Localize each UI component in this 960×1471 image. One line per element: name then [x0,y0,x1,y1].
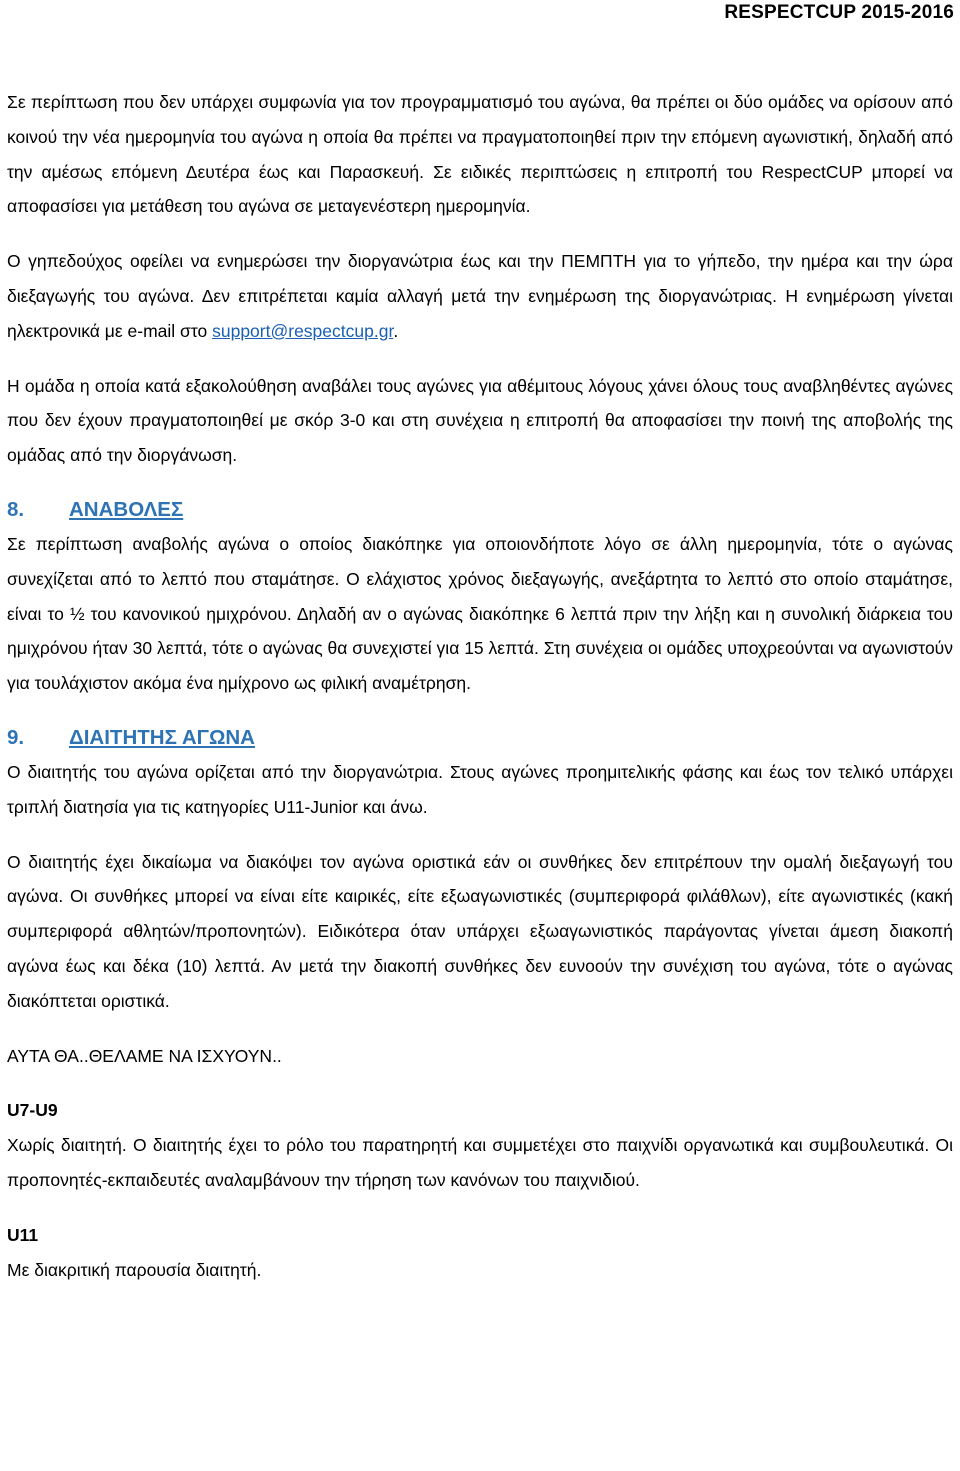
support-email-link[interactable]: support@respectcup.gr [212,320,394,341]
section-9-note: ΑΥΤΑ ΘΑ..ΘΕΛΑΜΕ ΝΑ ΙΣΧΥΟΥΝ.. [7,1045,282,1066]
section-8-number: 8. [7,497,25,521]
paragraph-repeated-postponement: Η ομάδα η οποία κατά εξακολούθηση αναβάλει τους αγώνες για αθέμιτους λόγους χάνει όλους τους αναβληθέντες αγώνες που δεν έχουν πραγματοποιηθεί με σκόρ 3-0 και στη συνέχεια η επιτροπή θα αποφασίσει την ποινή της αποβολής της ομάδας από την διοργάνωση. [7,375,953,466]
paragraph-host-text: Ο γηπεδούχος οφείλει να ενημερώσει την διοργανώτρια έως και την ΠΕΜΠΤΗ για το γήπεδο, την ημέρα και την ώρα διεξαγωγής του αγώνα. Δεν επιτρέπεται καμία αλλαγή μετά την ενημέρωση της διοργανώτριας. Η ενημέρωση γίνεται ηλεκτρονικά με e-mail στο [7,251,953,341]
document-body [7,85,953,1307]
section-9-heading [7,721,953,755]
section-8-heading [7,493,953,527]
page-header: RESPECTCUP 2015-2016 [724,2,954,23]
section-8-body: Σε περίπτωση αναβολής αγώνα ο οποίος διακόπηκε για οποιονδήποτε λόγο σε άλλη ημερομηνία, τότε ο αγώνας συνεχίζεται από το λεπτό που σταμάτησε. Ο ελάχιστος χρόνος διεξαγωγής, ανεξάρτητα το λεπτό στο οποίο σταμάτησε, είναι το ½ του κανονικού ημιχρόνου. Δηλαδή αν ο αγώνας διακόπηκε 6 λεπτά πριν την λήξη και η συνολική διάρκεια του ημιχρόνου ήταν 30 λεπτά, τότε ο αγώνας θα συνεχιστεί για 15 λεπτά. Στη συνέχεια οι ομάδες υποχρεούνται να αγωνιστούν για τουλάχιστον ακόμα ένα ημίχρονο ως φιλική αναμέτρηση. [7,533,953,694]
u11-body: Με διακριτική παρουσία διαιτητή. [7,1259,262,1280]
paragraph-end-dot: . [393,320,399,341]
section-9-title: ΔΙΑΙΤΗΤΗΣ ΑΓΩΝΑ [69,725,255,749]
section-9-body-1: Ο διαιτητής του αγώνα ορίζεται από την διοργανώτρια. Στους αγώνες προημιτελικής φάσης και έως τον τελικό υπάρχει τριπλή διατησία για τις κατηγορίες U11-Junior και άνω. [7,761,953,817]
paragraph-host-notification [7,244,953,348]
u7-u9-label: U7-U9 [7,1100,58,1121]
u11-label: U11 [7,1224,39,1245]
paragraph-rescheduling: Σε περίπτωση που δεν υπάρχει συμφωνία για τον προγραμματισμό του αγώνα, θα πρέπει οι δύο ομάδες να ορίσουν από κοινού την νέα ημερομηνία του αγώνα η οποία θα πρέπει να πραγματοποιηθεί πριν την επόμενη αγωνιστική, δηλαδή από την αμέσως επόμενη Δευτέρα έως και Παρασκευή. Σε ειδικές περιπτώσεις η επιτροπή του RespectCUP μπορεί να αποφασίσει για μετάθεση του αγώνα σε μεταγενέστερη ημερομηνία. [7,92,953,217]
u7-u9-body: Χωρίς διαιτητή. Ο διαιτητής έχει το ρόλο του παρατηρητή και συμμετέχει στο παιχνίδι οργανωτικά και συμβουλευτικά. Οι προπονητές-εκπαιδευτές αναλαμβάνουν την τήρηση των κανόνων του παιχνιδιού. [7,1135,953,1190]
section-8-title: ΑΝΑΒΟΛΕΣ [69,497,184,521]
section-9-body-2: Ο διαιτητής έχει δικαίωμα να διακόψει τον αγώνα οριστικά εάν οι συνθήκες δεν επιτρέπουν την ομαλή διεξαγωγή του αγώνα. Οι συνθήκες μπορεί να είναι είτε καιρικές, είτε εξωαγωνιστικές (συμπεριφορά φιλάθλων), είτε αγωνιστικές (κακή συμπεριφορά αθλητών/προπονητών). Ειδικότερα όταν υπάρχει εξωαγωνιστικός παράγοντας γίνεται άμεση διακοπή αγώνα έως και δέκα (10) λεπτά. Αν μετά την διακοπή συνθήκες δεν ευνοούν την συνέχιση του αγώνα, τότε ο αγώνας διακόπτεται οριστικά. [7,851,953,1011]
section-9-number: 9. [7,725,25,749]
